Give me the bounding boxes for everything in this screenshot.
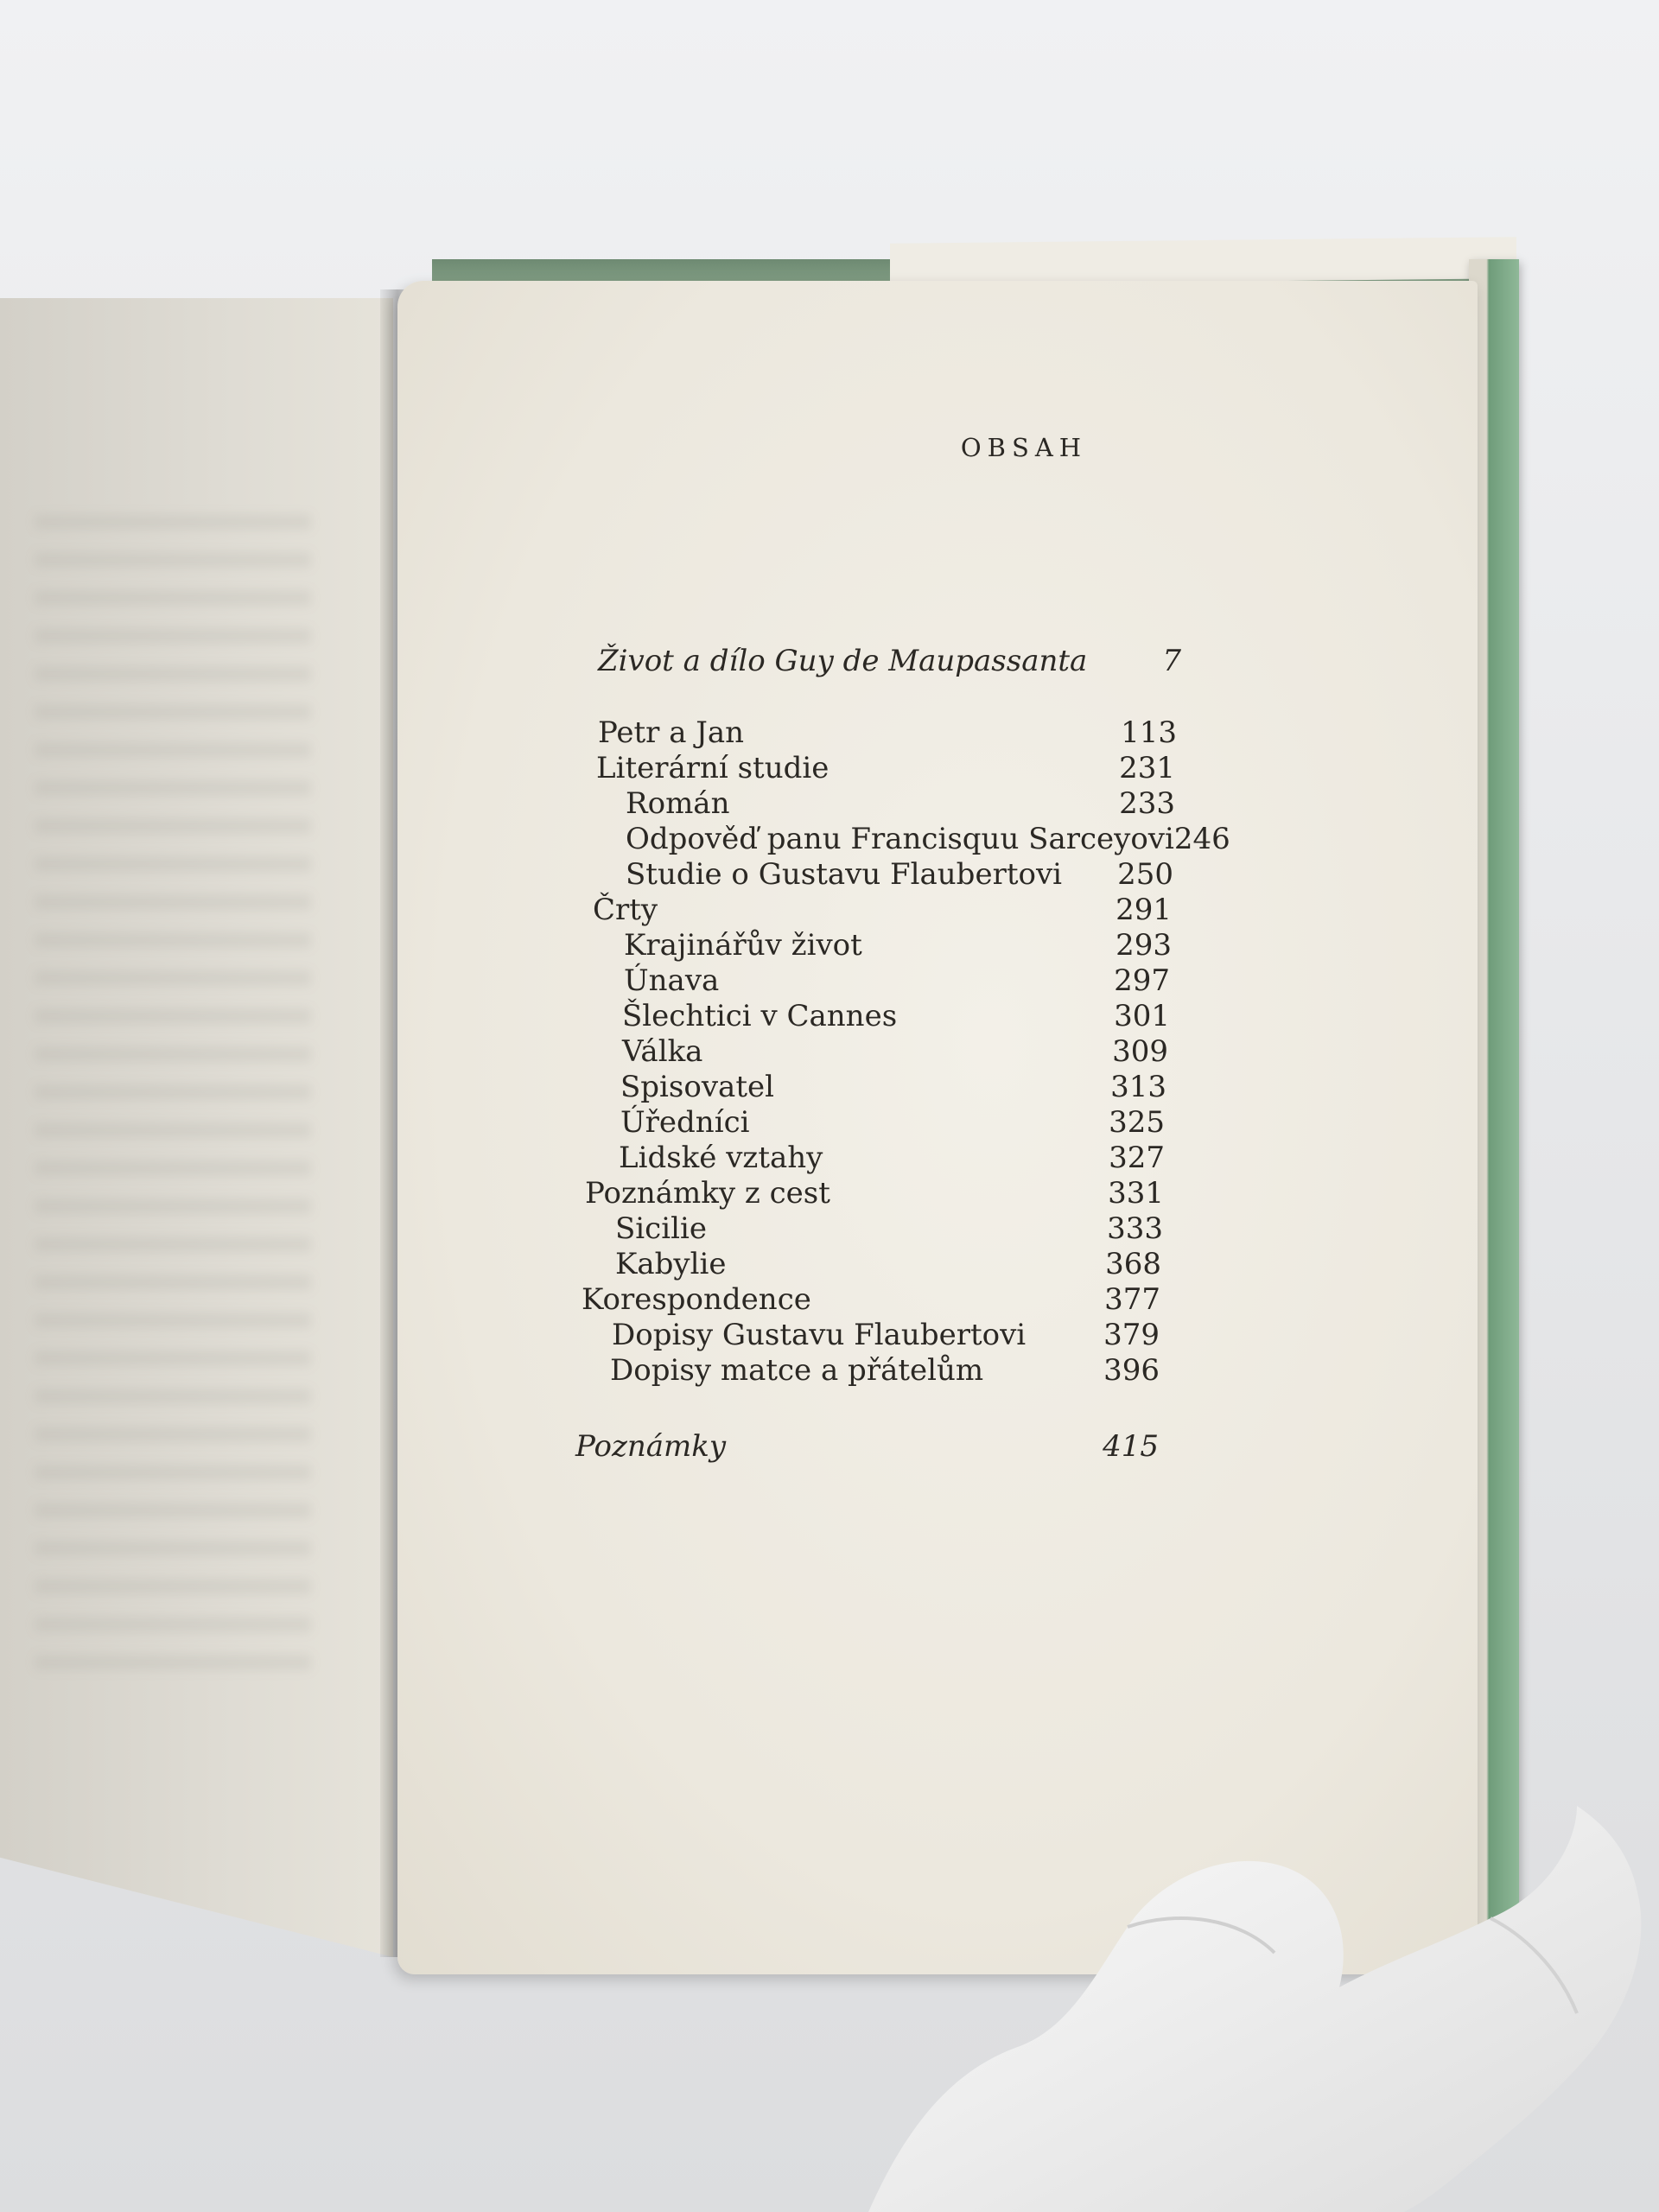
toc-entry	[585, 1176, 1164, 1211]
toc-entry-page: 297	[1114, 963, 1170, 998]
toc-entry-title: Šlechtici v Cannes	[622, 999, 898, 1033]
toc-entry	[620, 1105, 1165, 1140]
toc-entry-page: 331	[1108, 1176, 1164, 1211]
toc-entry-page: 327	[1109, 1141, 1165, 1175]
toc-entry	[626, 822, 1230, 856]
toc-entry-page: 333	[1107, 1211, 1163, 1246]
table-of-contents	[397, 281, 1478, 1974]
toc-entry-page: 113	[1121, 715, 1177, 750]
toc-entry	[575, 1429, 1159, 1464]
toc-entry-title: Poznámky z cest	[585, 1176, 830, 1211]
toc-entry	[610, 1353, 1160, 1388]
toc-entry	[612, 1318, 1160, 1352]
toc-entry-page: 301	[1114, 999, 1170, 1033]
toc-entry	[626, 786, 1175, 821]
gloved-hand	[868, 1789, 1659, 2212]
toc-entry-page: 250	[1117, 857, 1173, 892]
toc-entry-page: 415	[1103, 1429, 1159, 1464]
toc-entry-title: Kabylie	[615, 1247, 727, 1281]
toc-entry-title: Petr a Jan	[598, 715, 745, 750]
toc-entry-title: Únava	[624, 963, 720, 998]
toc-entry	[624, 928, 1172, 963]
toc-entry-title: Válka	[622, 1034, 703, 1069]
toc-entry-page: 246	[1173, 822, 1230, 856]
toc-entry-title: Odpověď panu Francisquu Sarceyovi	[626, 822, 1174, 856]
toc-entry-title: Studie o Gustavu Flaubertovi	[626, 857, 1063, 892]
toc-entry-title: Lidské vztahy	[619, 1141, 823, 1175]
contents-heading: OBSAH	[960, 433, 1088, 462]
left-page-blurred-text	[35, 514, 311, 1681]
toc-entry-page: 379	[1103, 1318, 1160, 1352]
toc-entry-page: 233	[1119, 786, 1175, 821]
toc-entry-title: Korespondence	[582, 1282, 811, 1317]
toc-entry-title: Poznámky	[575, 1429, 727, 1464]
toc-entry	[615, 1211, 1163, 1246]
toc-entry	[593, 893, 1172, 927]
toc-entry	[624, 963, 1170, 998]
toc-entry	[596, 751, 1175, 785]
toc-entry-title: Sicilie	[615, 1211, 707, 1246]
toc-entry-page: 368	[1105, 1247, 1161, 1281]
toc-entry-page: 7	[1162, 644, 1181, 678]
toc-entry-page: 325	[1109, 1105, 1165, 1140]
toc-entry-title: Črty	[593, 893, 658, 927]
toc-entry	[626, 857, 1173, 892]
toc-entry	[622, 1034, 1168, 1069]
toc-entry-page: 396	[1103, 1353, 1160, 1388]
toc-entry-page: 291	[1116, 893, 1172, 927]
toc-entry-title: Krajinářův život	[624, 928, 862, 963]
left-page	[0, 298, 393, 1957]
toc-entry-title: Literární studie	[596, 751, 830, 785]
toc-entry-title: Spisovatel	[620, 1070, 774, 1104]
toc-entry-page: 293	[1116, 928, 1172, 963]
toc-entry-title: Román	[626, 786, 730, 821]
toc-entry	[598, 644, 1181, 678]
dust-jacket-edge	[890, 237, 1516, 285]
toc-entry-title: Život a dílo Guy de Maupassanta	[598, 644, 1088, 678]
toc-entry-page: 309	[1112, 1034, 1168, 1069]
toc-entry	[620, 1070, 1166, 1104]
toc-entry-title: Dopisy matce a přátelům	[610, 1353, 984, 1388]
toc-entry-page: 231	[1119, 751, 1175, 785]
toc-entry-title: Dopisy Gustavu Flaubertovi	[612, 1318, 1027, 1352]
toc-entry-title: Úředníci	[620, 1105, 750, 1140]
toc-entry	[582, 1282, 1160, 1317]
right-page	[397, 281, 1478, 1974]
toc-entry	[622, 999, 1170, 1033]
toc-entry-page: 313	[1110, 1070, 1166, 1104]
toc-entry-page: 377	[1104, 1282, 1160, 1317]
toc-entry	[598, 715, 1177, 750]
toc-entry	[615, 1247, 1161, 1281]
toc-entry	[619, 1141, 1165, 1175]
